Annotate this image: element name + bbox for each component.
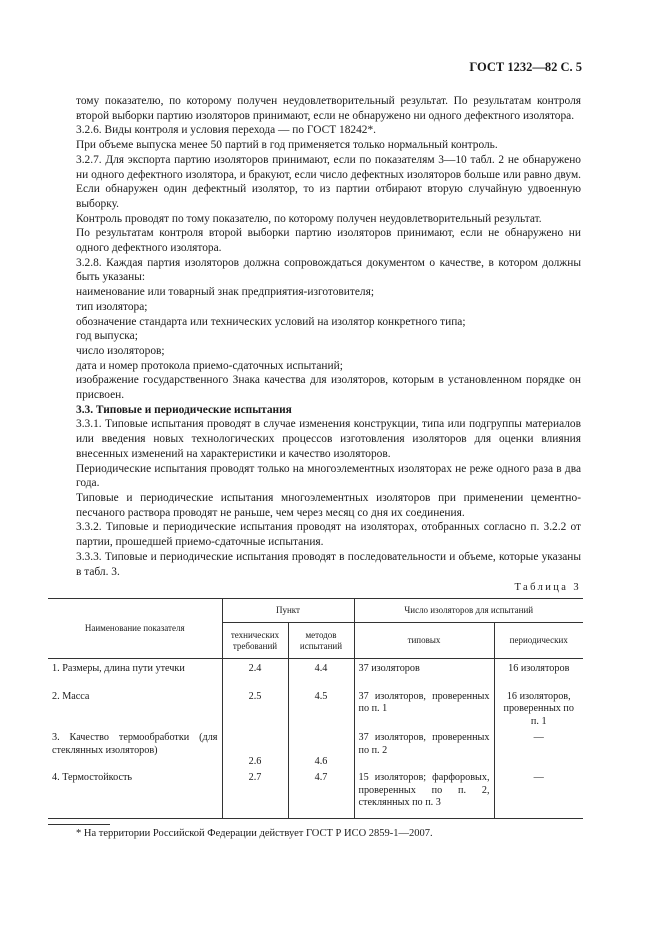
paragraph: Контроль проводят по тому показателю, по которому получен неудовлетворительный результат. bbox=[76, 212, 542, 225]
paragraph: По результатам контроля второй выборки партию изоляторов принимают, если не обнаружено ни одного дефектного изолятора. bbox=[76, 227, 581, 255]
column-header-punkt: Пункт bbox=[222, 599, 354, 623]
cell-name: 1. Размеры, длина пути утечки bbox=[52, 663, 185, 674]
table-row bbox=[48, 770, 583, 818]
cell-typical: 37 изоляторов, проверенных по п. 2 bbox=[354, 730, 494, 770]
cell-tech: 2.6 bbox=[222, 730, 288, 770]
section-heading: 3.3. Типовые и периодические испытания bbox=[76, 403, 292, 416]
column-header-name: Наименование показателя bbox=[48, 599, 222, 659]
list-item: обозначение стандарта или технических условий на изолятор конкретного типа; bbox=[76, 315, 466, 328]
column-header-typical: типовых bbox=[354, 623, 494, 659]
paragraph: 3.3.3. Типовые и периодические испытания проводят в последовательности и объеме, которые указаны в табл. 3. bbox=[76, 550, 581, 578]
cell-name: 2. Масса bbox=[52, 690, 90, 702]
paragraph: При объеме выпуска менее 50 партий в год применяется только нормальный контроль. bbox=[76, 139, 498, 152]
cell-typical: 15 изоляторов; фарфоровых, проверенных по п. 2, стеклянных по п. 3 bbox=[354, 770, 494, 818]
list-item: дата и номер протокола приемо-сдаточных испытаний; bbox=[76, 359, 343, 372]
cell-method: 4.5 bbox=[288, 689, 354, 731]
list-item: год выпуска; bbox=[76, 330, 138, 343]
list-item: изображение государственного Знака качества для изоляторов, которым в установленном порядке он присвоен. bbox=[76, 374, 581, 402]
list-item: наименование или товарный знак предприятия-изготовителя; bbox=[76, 286, 375, 299]
document-body bbox=[76, 94, 581, 579]
cell-name: 4. Термостойкость bbox=[48, 770, 222, 818]
paragraph: 3.2.7. Для экспорта партию изоляторов принимают, если по показателям 3—10 табл. 2 не обнаружено ни одного дефектного изолятора, и бракуют, если число дефектных изоляторов больше или равно двум. Если обнаружен один дефектный изолятор, то из партии отбирают вторую случайную удвоенную выборку. bbox=[76, 153, 581, 210]
footnote: * На территории Российской Федерации действует ГОСТ Р ИСО 2859-1—2007. bbox=[76, 828, 433, 839]
paragraph: 3.3.2. Типовые и периодические испытания проводят на изоляторах, отобранных согласно п. 3.2.2 от партии, прошедшей приемо-сдаточные испытания. bbox=[76, 521, 581, 549]
list-item: тип изолятора; bbox=[76, 300, 148, 313]
column-header-periodic: периодических bbox=[494, 623, 583, 659]
cell-method: 4.4 bbox=[288, 659, 354, 689]
cell-method: 4.6 bbox=[288, 730, 354, 770]
cell-periodic: — bbox=[494, 730, 583, 770]
cell-typical: 37 изоляторов, проверенных по п. 1 bbox=[354, 689, 494, 731]
column-header-methods: методов испытаний bbox=[288, 623, 354, 659]
paragraph: 3.2.8. Каждая партия изоляторов должна сопровождаться документом о качестве, в котором должны быть указаны: bbox=[76, 256, 581, 284]
table-row bbox=[48, 730, 583, 770]
cell-method: 4.7 bbox=[288, 770, 354, 818]
paragraph: тому показателю, по которому получен неудовлетворительный результат. По результатам контроля второй выборки партию изоляторов принимают, если не обнаружено ни одного дефектного изолятора. bbox=[76, 95, 581, 122]
column-header-count: Число изоляторов для испытаний bbox=[354, 599, 583, 623]
table-3 bbox=[48, 598, 583, 819]
cell-periodic: 16 изоляторов bbox=[494, 659, 583, 689]
list-item: число изоляторов; bbox=[76, 344, 165, 357]
paragraph: 3.2.6. Виды контроля и условия перехода — по ГОСТ 18242*. bbox=[76, 124, 377, 137]
cell-tech: 2.7 bbox=[222, 770, 288, 818]
column-header-tech: технических требований bbox=[222, 623, 288, 659]
footnote-divider bbox=[48, 824, 110, 825]
table-caption: Таблица 3 bbox=[514, 582, 581, 593]
cell-periodic: 16 изоляторов, проверенных по п. 1 bbox=[494, 689, 583, 731]
paragraph: Типовые и периодические испытания многоэлементных изоляторов при применении цементно-песчаного раствора проводят не раньше, чем через месяц со дня их соединения. bbox=[76, 491, 581, 519]
cell-periodic: — bbox=[494, 770, 583, 818]
page-header: ГОСТ 1232—82 С. 5 bbox=[469, 60, 582, 74]
cell-name: 3. Качество термообработки (для стеклянных изоляторов) bbox=[52, 732, 218, 756]
paragraph: 3.3.1. Типовые испытания проводят в случае изменения конструкции, типа или подгруппы материалов или введения новых технологических процессов изготовления изоляторов для оценки влияния внесенных изменений на характеристики и качество изоляторов. bbox=[76, 418, 581, 460]
paragraph: Периодические испытания проводят только на многоэлементных изоляторах не реже одного раза в два года. bbox=[76, 462, 581, 490]
cell-typical: 37 изоляторов bbox=[354, 659, 494, 689]
cell-tech: 2.4 bbox=[222, 659, 288, 689]
table-row bbox=[48, 689, 583, 731]
table-row bbox=[48, 659, 583, 689]
cell-tech: 2.5 bbox=[222, 689, 288, 731]
